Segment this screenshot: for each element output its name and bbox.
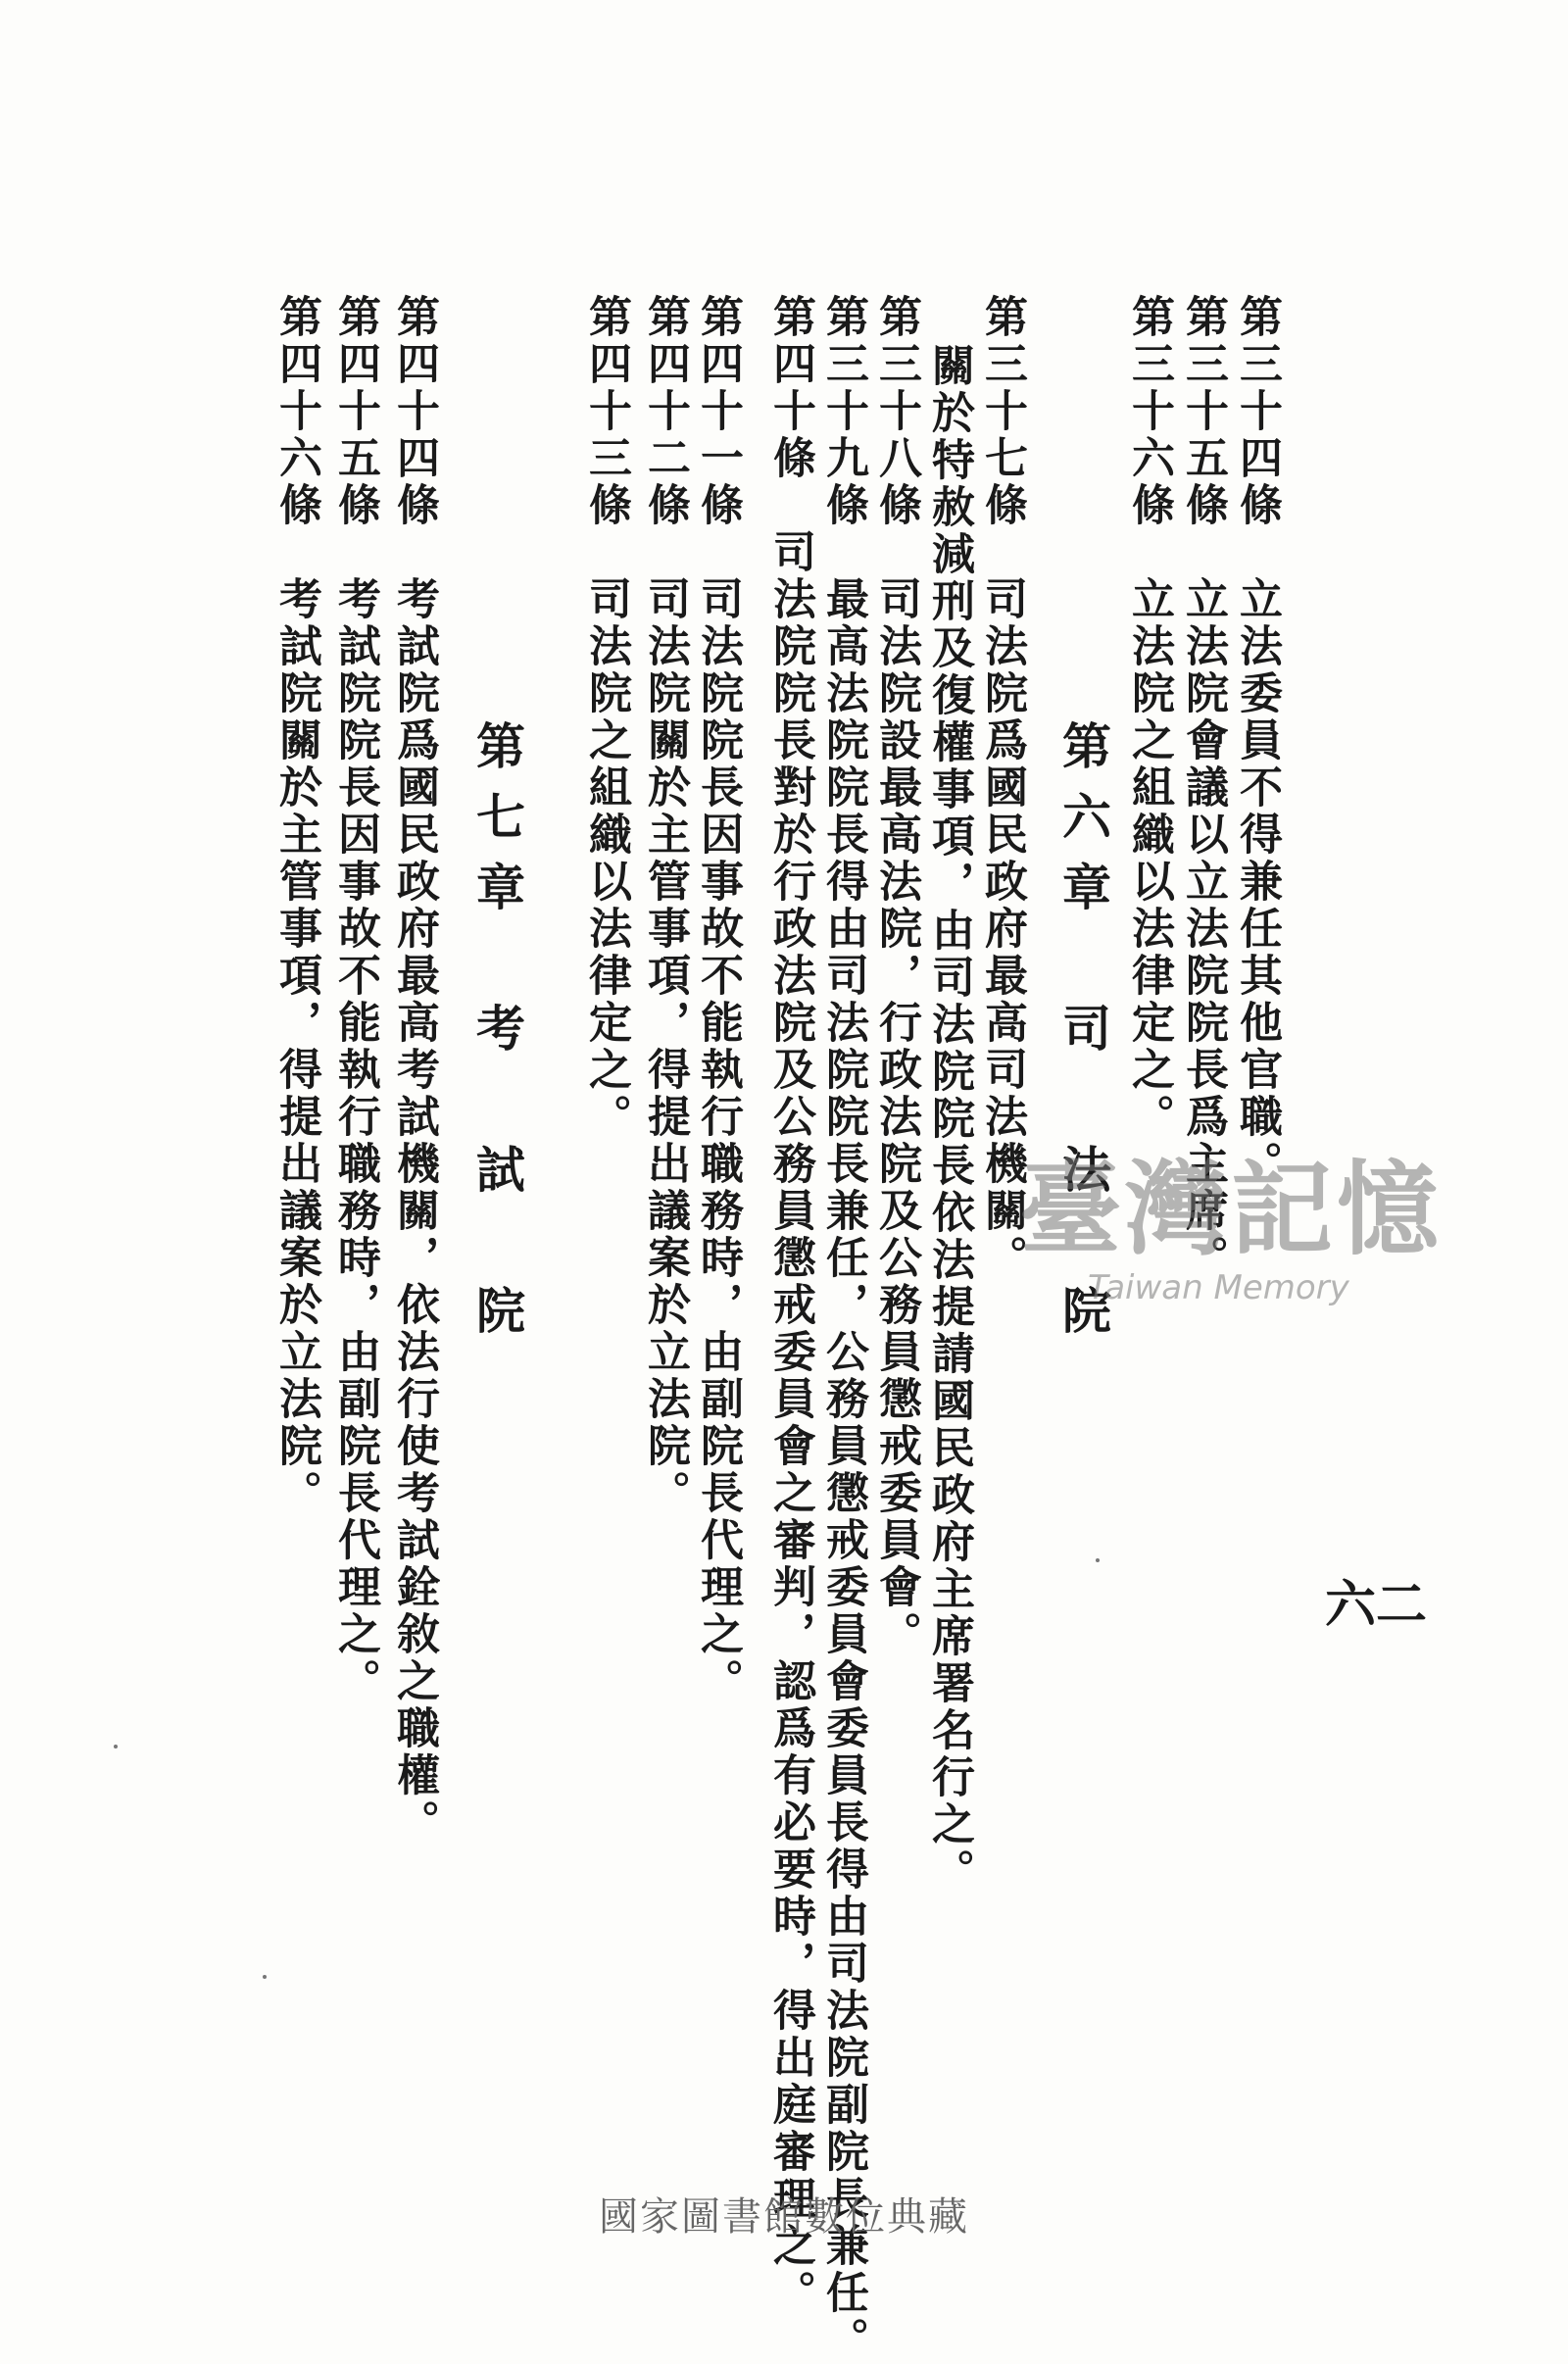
chapter-7-heading: 第七章 考 試 院 [468,720,526,1355]
article-44: 第四十四條 考試院爲國民政府最高考試機關，依法行使考試銓敘之職權。 [389,294,439,1847]
article-45: 第四十五條 考試院院長因事故不能執行職務時，由副院長代理之。 [330,294,380,1705]
scan-speck [263,1975,267,1979]
article-35: 第三十五條 立法院會議以立法院院長爲主席。 [1178,294,1228,1282]
article-39: 第三十九條 最高法院院長得由司法院院長兼任，公務員懲戒委員會委員長得由司法院副院長兼任。 [818,294,868,2364]
article-43: 第四十三條 司法院之組織以法律定之。 [581,294,631,1141]
chapter-6-heading: 第六章 司 法 院 [1054,720,1112,1355]
footer-archive-label: 國家圖書館數位典藏 [599,2194,969,2240]
article-36: 第三十六條 立法院之組織以法律定之。 [1124,294,1174,1141]
watermark-english: Taiwan Memory [1088,1268,1349,1307]
watermark-chinese: 臺灣記憶 [1019,1150,1444,1269]
watermark [1019,1127,1443,1307]
article-37-continued: 關於特赦減刑及復權事項，由司法院院長依法提請國民政府主席署名行之。 [924,343,974,1896]
article-34: 第三十四條 立法委員不得兼任其他官職。 [1232,294,1282,1188]
article-38: 第三十八條 司法院設最高法院，行政法院及公務員懲戒委員會。 [871,294,921,1658]
article-40: 第四十條 司法院院長對於行政法院及公務員懲戒委員會之審判，認爲有必要時，得出庭審理之。 [765,294,815,2317]
article-46: 第四十六條 考試院關於主管事項，得提出議案於立法院。 [271,294,321,1517]
article-41: 第四十一條 司法院院長因事故不能執行職務時，由副院長代理之。 [693,294,743,1705]
scan-speck [1096,1558,1100,1562]
article-42: 第四十二條 司法院關於主管事項，得提出議案於立法院。 [640,294,690,1517]
page-number: 六二 [1325,1575,1428,1635]
scan-speck [114,1745,118,1748]
article-37: 第三十七條 司法院爲國民政府最高司法機關。 [977,294,1027,1282]
